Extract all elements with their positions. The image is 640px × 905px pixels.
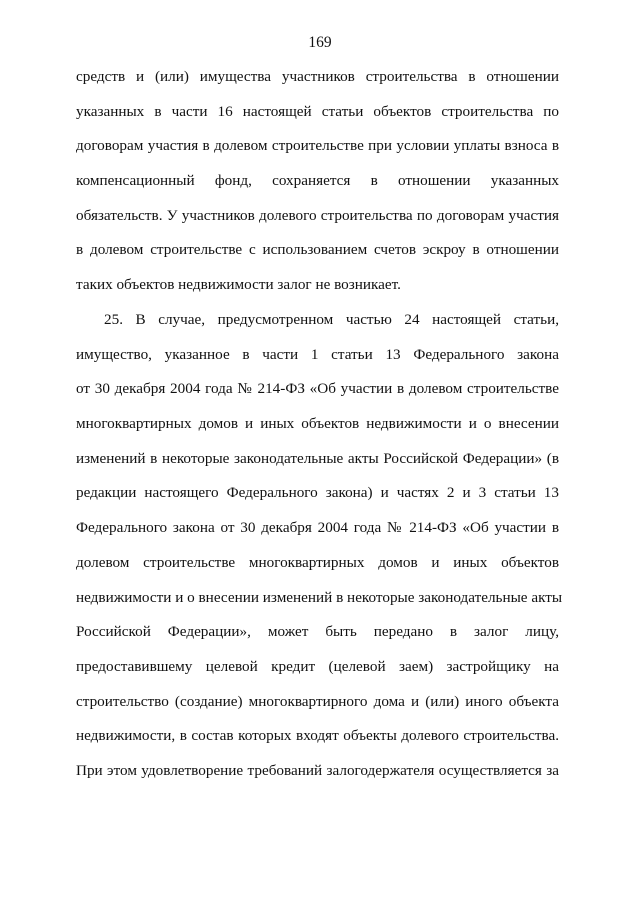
text-line: компенсационный фонд, сохраняется в отношении указанных [76,172,559,190]
text-line: Федерального закона от 30 декабря 2004 года № 214-ФЗ «Об участии в [76,519,559,537]
text-line: изменений в некоторые законодательные акты Российской Федерации» (в [76,449,559,467]
text-line: недвижимости и о внесении изменений в некоторые законодательные акты [76,588,563,606]
text-line: строительство (создание) многоквартирного дома и (или) иного объекта [76,692,559,710]
text-line: Российской Федерации», может быть передано в залог лицу, [76,623,559,641]
text-line: от 30 декабря 2004 года № 214-ФЗ «Об участии в долевом строительстве [76,380,559,398]
paragraph-25 [76,310,563,796]
text-line: указанных в части 16 настоящей статьи объектов строительства по [76,102,559,120]
text-line: При этом удовлетворение требований залогодержателя осуществляется за [76,761,559,779]
text-line: договорам участия в долевом строительстве при условии уплаты взноса в [76,137,559,155]
text-line: имущество, указанное в части 1 статьи 13 Федерального закона [76,345,559,363]
text-line: обязательств. У участников долевого строительства по договорам участия [76,206,559,224]
text-line: в долевом строительстве с использованием счетов эскроу в отношении [76,241,559,259]
text-line: предоставившему целевой кредит (целевой заем) застройщику на [76,657,559,675]
page-number: 169 [308,34,332,51]
text-line: многоквартирных домов и иных объектов недвижимости и о внесении [76,415,559,433]
text-line: недвижимости, в состав которых входят объекты долевого строительства. [76,727,559,745]
text-line-indented: 25. В случае, предусмотренном частью 24 настоящей статьи, [104,311,559,328]
text-line: долевом строительстве многоквартирных домов и иных объектов [76,553,559,571]
paragraph-continuation [76,67,559,310]
text-line: таких объектов недвижимости залог не возникает. [76,276,401,294]
text-line: редакции настоящего Федерального закона) и частях 2 и 3 статьи 13 [76,484,559,502]
text-line: средств и (или) имущества участников строительства в отношении [76,68,559,85]
